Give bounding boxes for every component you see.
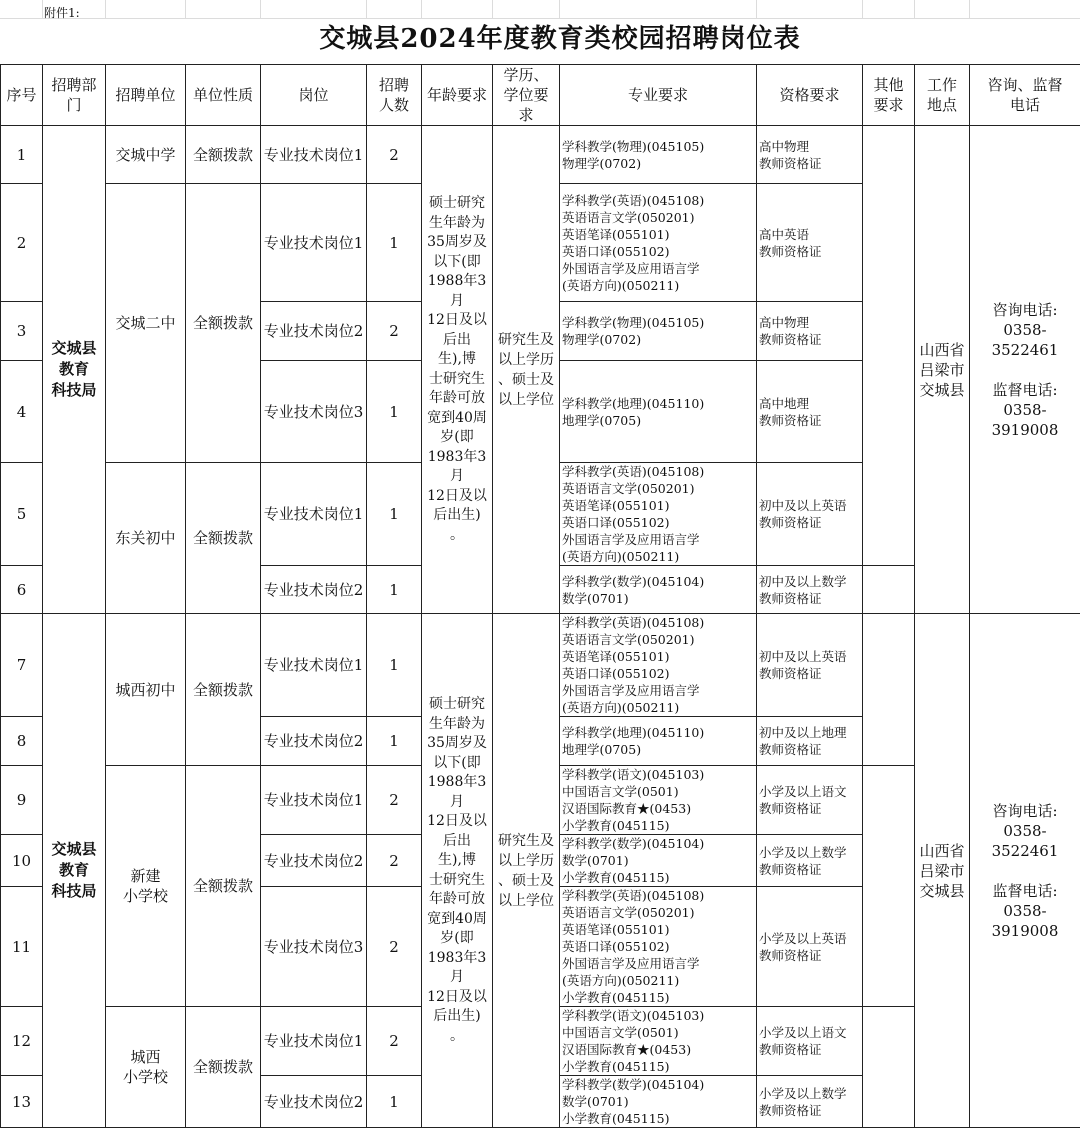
education-requirement-cell: 研究生及 以上学历 、硕士及 以上学位 (493, 614, 560, 1128)
row-no: 7 (1, 614, 43, 717)
header-age: 年龄要求 (422, 65, 493, 126)
count-cell: 1 (367, 566, 422, 614)
contact-cell: 咨询电话: 0358-3522461 监督电话: 0358-3919008 (970, 126, 1080, 614)
major-cell: 学科教学(英语)(045108) 英语语言文学(050201) 英语笔译(055101) 英语口译(055102) 外国语言学及应用语言学 (英语方向)(050211) (560, 614, 757, 717)
qualification-cell: 初中及以上英语 教师资格证 (757, 463, 863, 566)
major-cell: 学科教学(英语)(045108) 英语语言文学(050201) 英语笔译(055101) 英语口译(055102) 外国语言学及应用语言学 (英语方向)(050211) 小学教育(045115) (560, 887, 757, 1007)
header-major: 专业要求 (560, 65, 757, 126)
post-cell: 专业技术岗位2 (261, 302, 367, 361)
header-unit: 招聘单位 (106, 65, 186, 126)
count-cell: 1 (367, 614, 422, 717)
unit-cell: 交城二中 (106, 184, 186, 463)
count-cell: 2 (367, 302, 422, 361)
other-requirement-cell (863, 614, 915, 766)
other-requirement-cell (863, 1007, 915, 1128)
post-cell: 专业技术岗位1 (261, 126, 367, 184)
row-no: 2 (1, 184, 43, 302)
nature-cell: 全额拨款 (186, 1007, 261, 1128)
row-no: 5 (1, 463, 43, 566)
post-cell: 专业技术岗位3 (261, 361, 367, 463)
other-requirement-cell (863, 566, 915, 614)
major-cell: 学科教学(物理)(045105) 物理学(0702) (560, 126, 757, 184)
row-no: 8 (1, 717, 43, 766)
recruitment-table (0, 64, 1080, 1128)
header-nature: 单位性质 (186, 65, 261, 126)
row-no: 4 (1, 361, 43, 463)
header-post: 岗位 (261, 65, 367, 126)
post-cell: 专业技术岗位2 (261, 566, 367, 614)
nature-cell: 全额拨款 (186, 614, 261, 766)
major-cell: 学科教学(英语)(045108) 英语语言文学(050201) 英语笔译(055101) 英语口译(055102) 外国语言学及应用语言学 (英语方向)(050211) (560, 463, 757, 566)
count-cell: 1 (367, 184, 422, 302)
count-cell: 1 (367, 1076, 422, 1128)
row-no: 9 (1, 766, 43, 835)
header-row (1, 65, 1080, 126)
major-cell: 学科教学(英语)(045108) 英语语言文学(050201) 英语笔译(055101) 英语口译(055102) 外国语言学及应用语言学 (英语方向)(050211) (560, 184, 757, 302)
other-requirement-cell (863, 126, 915, 566)
age-requirement-cell: 硕士研究 生年龄为 35周岁及 以下(即 1988年3月 12日及以 后出 生),博 士研究生 年龄可放 宽到40周 岁(即 1983年3月 12日及以 后出生) 。 (422, 614, 493, 1128)
education-requirement-cell: 研究生及 以上学历 、硕士及 以上学位 (493, 126, 560, 614)
count-cell: 2 (367, 126, 422, 184)
header-qualification: 资格要求 (757, 65, 863, 126)
row-no: 10 (1, 835, 43, 887)
major-cell: 学科教学(语文)(045103) 中国语言文学(0501) 汉语国际教育★(0453) 小学教育(045115) (560, 766, 757, 835)
major-cell: 学科教学(地理)(045110) 地理学(0705) (560, 717, 757, 766)
post-cell: 专业技术岗位2 (261, 1076, 367, 1128)
qualification-cell: 初中及以上英语 教师资格证 (757, 614, 863, 717)
page-title: 交城县2024年度教育类校园招聘岗位表 (0, 18, 1080, 55)
qualification-cell: 小学及以上语文 教师资格证 (757, 1007, 863, 1076)
nature-cell: 全额拨款 (186, 766, 261, 1007)
qualification-cell: 初中及以上数学 教师资格证 (757, 566, 863, 614)
table-row (1, 126, 1080, 184)
row-no: 6 (1, 566, 43, 614)
major-cell: 学科教学(数学)(045104) 数学(0701) (560, 566, 757, 614)
qualification-cell: 高中英语 教师资格证 (757, 184, 863, 302)
count-cell: 2 (367, 887, 422, 1007)
major-cell: 学科教学(物理)(045105) 物理学(0702) (560, 302, 757, 361)
post-cell: 专业技术岗位1 (261, 184, 367, 302)
table-row (1, 614, 1080, 717)
major-cell: 学科教学(语文)(045103) 中国语言文学(0501) 汉语国际教育★(0453) 小学教育(045115) (560, 1007, 757, 1076)
header-education: 学历、 学位要 求 (493, 65, 560, 126)
qualification-cell: 小学及以上数学 教师资格证 (757, 835, 863, 887)
qualification-cell: 高中物理 教师资格证 (757, 126, 863, 184)
count-cell: 1 (367, 717, 422, 766)
header-dept: 招聘部 门 (43, 65, 106, 126)
row-no: 12 (1, 1007, 43, 1076)
post-cell: 专业技术岗位1 (261, 1007, 367, 1076)
location-cell: 山西省 吕梁市 交城县 (915, 126, 970, 614)
contact-cell: 咨询电话: 0358-3522461 监督电话: 0358-3919008 (970, 614, 1080, 1128)
post-cell: 专业技术岗位1 (261, 766, 367, 835)
department-cell: 交城县 教育 科技局 (43, 614, 106, 1128)
unit-cell: 新建 小学校 (106, 766, 186, 1007)
post-cell: 专业技术岗位1 (261, 614, 367, 717)
row-no: 13 (1, 1076, 43, 1128)
major-cell: 学科教学(数学)(045104) 数学(0701) 小学教育(045115) (560, 835, 757, 887)
unit-cell: 东关初中 (106, 463, 186, 614)
department-cell: 交城县 教育 科技局 (43, 126, 106, 614)
nature-cell: 全额拨款 (186, 184, 261, 463)
count-cell: 1 (367, 463, 422, 566)
count-cell: 2 (367, 766, 422, 835)
qualification-cell: 高中物理 教师资格证 (757, 302, 863, 361)
qualification-cell: 初中及以上地理 教师资格证 (757, 717, 863, 766)
qualification-cell: 小学及以上数学 教师资格证 (757, 1076, 863, 1128)
location-cell: 山西省 吕梁市 交城县 (915, 614, 970, 1128)
header-location: 工作 地点 (915, 65, 970, 126)
qualification-cell: 高中地理 教师资格证 (757, 361, 863, 463)
count-cell: 2 (367, 835, 422, 887)
post-cell: 专业技术岗位1 (261, 463, 367, 566)
row-no: 11 (1, 887, 43, 1007)
major-cell: 学科教学(地理)(045110) 地理学(0705) (560, 361, 757, 463)
other-requirement-cell (863, 766, 915, 1007)
unit-cell: 城西初中 (106, 614, 186, 766)
unit-cell: 交城中学 (106, 126, 186, 184)
attachment-label: 附件1: (44, 4, 80, 21)
row-no: 3 (1, 302, 43, 361)
qualification-cell: 小学及以上英语 教师资格证 (757, 887, 863, 1007)
post-cell: 专业技术岗位2 (261, 835, 367, 887)
age-requirement-cell: 硕士研究 生年龄为 35周岁及 以下(即 1988年3月 12日及以 后出 生),博 士研究生 年龄可放 宽到40周 岁(即 1983年3月 12日及以 后出生) 。 (422, 126, 493, 614)
nature-cell: 全额拨款 (186, 126, 261, 184)
header-contact: 咨询、监督 电话 (970, 65, 1080, 126)
post-cell: 专业技术岗位2 (261, 717, 367, 766)
header-other: 其他 要求 (863, 65, 915, 126)
row-no: 1 (1, 126, 43, 184)
count-cell: 1 (367, 361, 422, 463)
unit-cell: 城西 小学校 (106, 1007, 186, 1128)
header-no: 序号 (1, 65, 43, 126)
post-cell: 专业技术岗位3 (261, 887, 367, 1007)
qualification-cell: 小学及以上语文 教师资格证 (757, 766, 863, 835)
major-cell: 学科教学(数学)(045104) 数学(0701) 小学教育(045115) (560, 1076, 757, 1128)
count-cell: 2 (367, 1007, 422, 1076)
nature-cell: 全额拨款 (186, 463, 261, 614)
header-count: 招聘 人数 (367, 65, 422, 126)
